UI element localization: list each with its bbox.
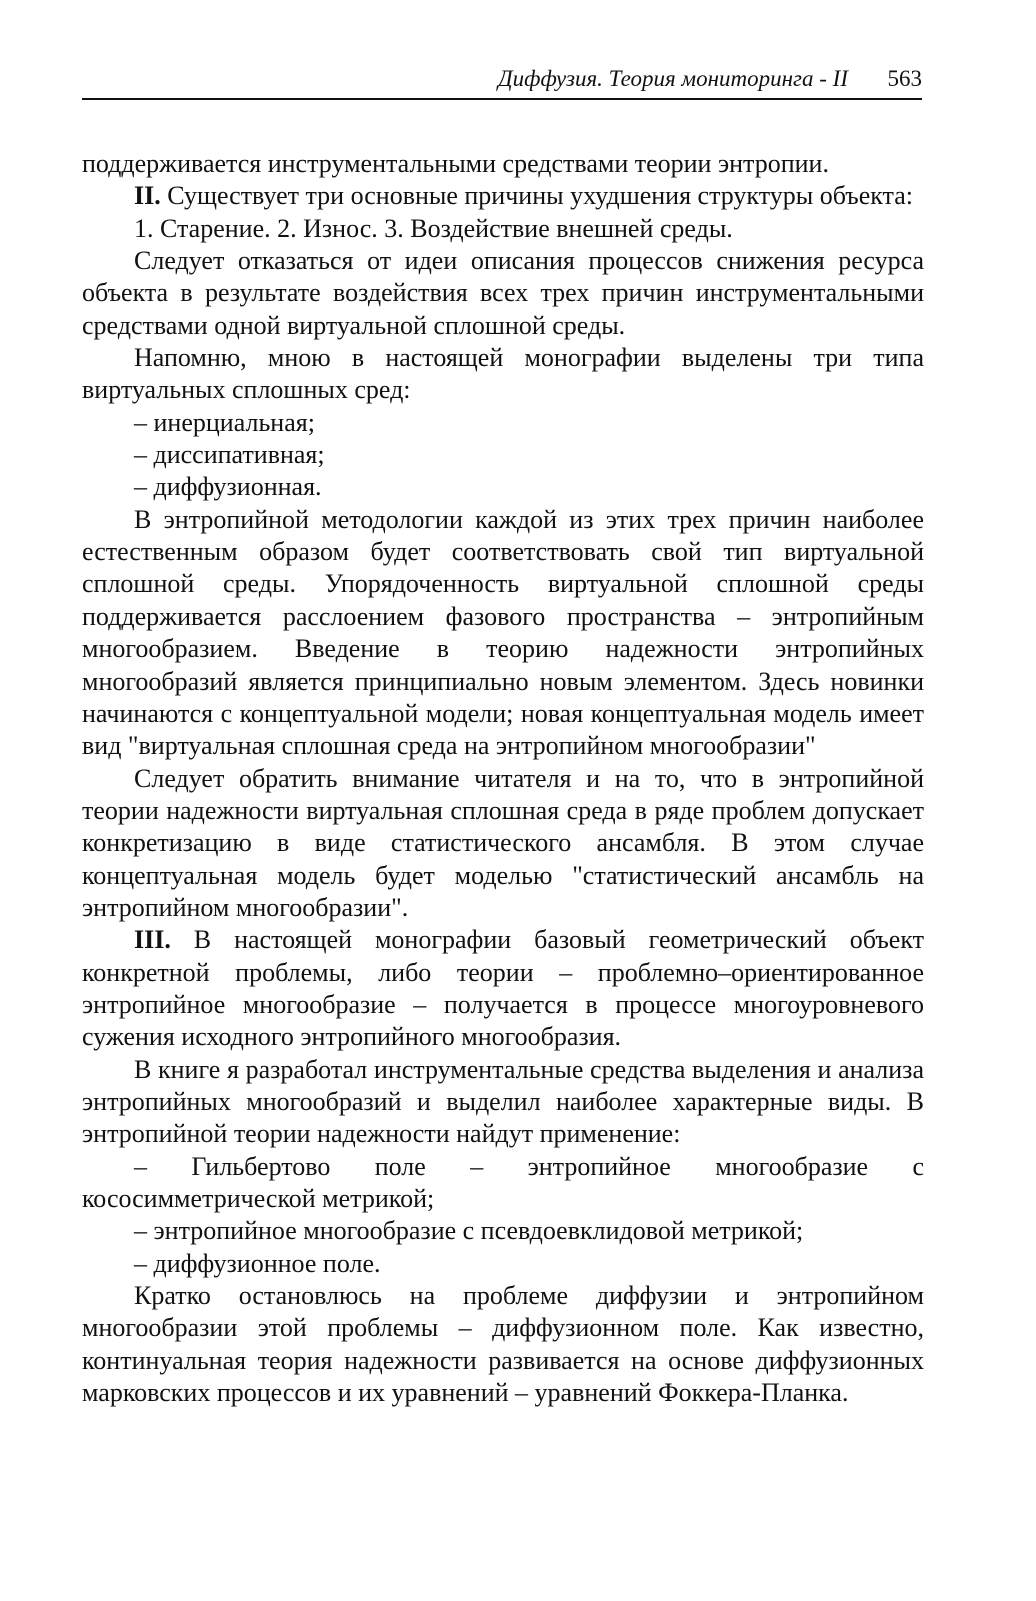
section-number-three: III. <box>134 925 171 955</box>
paragraph-continuation: поддерживается инструментальными средствами теории энтропии. <box>82 149 829 178</box>
paragraph-point-two <box>82 180 924 212</box>
paragraph-diffusion: Кратко остановлюсь на проблеме диффузии и энтропийном многообразии этой проблемы – диффузионном поле. Как известно, континуальная теория надежности развивается на основе диффузионных марковских процессов и их уравнений – уравнений Фоккера-Планка. <box>82 1281 924 1408</box>
page-number: 563 <box>887 66 922 91</box>
body-text <box>82 148 924 1409</box>
paragraph-point-two-text: Существует три основные причины ухудшения структуры объекта: <box>160 181 913 211</box>
paragraph-three-types: Напомню, мною в настоящей монографии выделены три типа виртуальных сплошных сред: <box>82 343 924 405</box>
paragraph-reject-idea: Следует отказаться от идеи описания процессов снижения ресурса объекта в результате воздействия всех трех причин инструментальными средствами одной виртуальной сплошной среды. <box>82 246 924 340</box>
running-header <box>82 62 922 100</box>
list-item: – инерциальная; <box>134 407 315 437</box>
paragraph-point-three <box>82 924 924 1053</box>
section-number-two: II. <box>134 181 161 211</box>
running-title: Диффузия. Теория мониторинга - II <box>498 66 848 91</box>
list-item: – энтропийное многообразие с псевдоевклидовой метрикой; <box>134 1216 804 1246</box>
paragraph-tools: В книге я разработал инструментальные средства выделения и анализа энтропийных многообразий и выделил наиболее характерные виды. В энтропийной теории надежности найдут применение: <box>82 1054 924 1149</box>
list-item: – диффузионная. <box>134 472 322 502</box>
list-item: – диссипативная; <box>134 440 325 470</box>
paragraph-causes-list: 1. Старение. 2. Износ. 3. Воздействие внешней среды. <box>134 213 733 243</box>
paragraph-point-three-text: В настоящей монографии базовый геометрический объект конкретной проблемы, либо теории – проблемно–ориентированное энтропийное многообразие – получается в процессе многоуровневого сужения исходного энтропийного многообразия. <box>82 925 924 1052</box>
paragraph-entropy-methodology: В энтропийной методологии каждой из этих трех причин наиболее естественным образом будет соответствовать свой тип виртуальной сплошной среды. Упорядоченность виртуальной сплошной среды поддерживается расслоением фазового пространства – энтропийным многообразием. Введение в теорию надежности энтропийных многообразий является принципиально новым элементом. Здесь новинки начинаются с концептуальной модели; новая концептуальная модель имеет вид "виртуальная сплошная среда на энтропийном многообразии" <box>82 504 924 761</box>
paragraph-statistical-ensemble: Следует обратить внимание читателя и на то, что в энтропийной теории надежности виртуальная сплошная среда в ряде проблем допускает конкретизацию в виде статистического ансамбля. В этом случае концептуальная модель будет моделью "статистический ансамбль на энтропийном многообразии". <box>82 763 924 922</box>
list-item: – Гильбертово поле – энтропийное многообразие с кососимметрической метрикой; <box>82 1151 924 1213</box>
list-item: – диффузионное поле. <box>134 1248 381 1278</box>
